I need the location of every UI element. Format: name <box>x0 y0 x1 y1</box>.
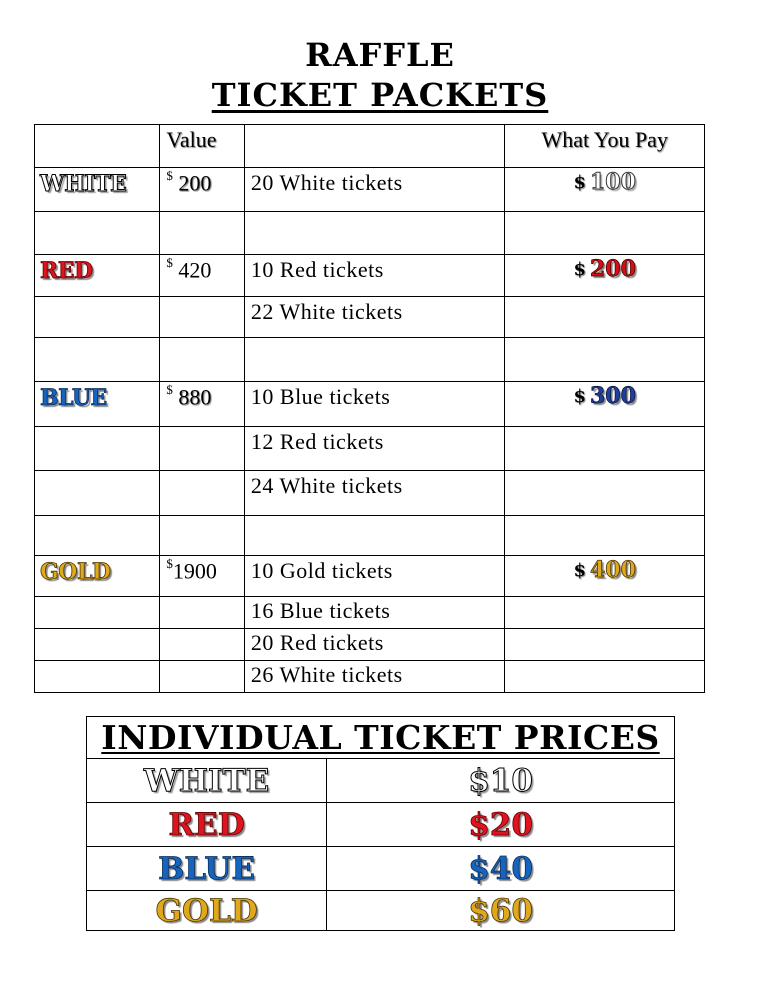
ticket-line: 12 Red tickets <box>244 427 505 471</box>
spacer-row <box>35 212 705 255</box>
pay-amount-red <box>505 255 705 297</box>
prices-title <box>87 717 675 759</box>
packet-name-gold <box>35 556 160 597</box>
empty-cell <box>505 471 705 516</box>
table-row <box>35 597 705 629</box>
prices-header-row <box>87 717 675 759</box>
packet-name-blue-text: BLUE <box>40 385 107 411</box>
currency-symbol: $ <box>166 382 173 397</box>
empty-cell <box>35 471 160 516</box>
price-amount-blue <box>327 847 675 891</box>
empty-cell <box>160 516 245 556</box>
packet-value-white <box>160 168 245 212</box>
packet-name-gold-text: GOLD <box>40 559 111 585</box>
price-color-red <box>87 803 327 847</box>
pay-amount-blue <box>505 382 705 427</box>
empty-cell <box>35 297 160 338</box>
empty-cell <box>160 661 245 693</box>
price-color-text: RED <box>168 806 245 843</box>
ticket-line: 16 Blue tickets <box>244 597 505 629</box>
empty-cell <box>244 338 505 382</box>
empty-cell <box>35 338 160 382</box>
price-amount-text: $20 <box>468 806 533 843</box>
currency-symbol: $ <box>573 172 586 193</box>
value-amount: 200 <box>178 170 212 196</box>
price-color-white <box>87 759 327 803</box>
empty-cell <box>35 597 160 629</box>
table-row <box>35 661 705 693</box>
spacer-row <box>35 516 705 556</box>
empty-cell <box>35 661 160 693</box>
empty-cell <box>505 297 705 338</box>
empty-cell <box>505 212 705 255</box>
currency-symbol: $ <box>573 386 586 407</box>
currency-symbol: $ <box>573 259 586 280</box>
table-row <box>35 629 705 661</box>
ticket-line: 10 Red tickets <box>244 255 505 297</box>
packet-name-white <box>35 168 160 212</box>
packet-name-white-text: WHITE <box>40 171 127 197</box>
ticket-line: 20 White tickets <box>244 168 505 212</box>
packet-value-gold <box>160 556 245 597</box>
price-amount-white <box>327 759 675 803</box>
ticket-line: 10 Gold tickets <box>244 556 505 597</box>
packet-value-blue <box>160 382 245 427</box>
empty-cell <box>35 427 160 471</box>
empty-cell <box>244 212 505 255</box>
price-amount-text: $10 <box>468 762 533 799</box>
empty-cell <box>505 629 705 661</box>
currency-symbol: $ <box>166 168 173 183</box>
table-row <box>35 427 705 471</box>
table-row <box>87 759 675 803</box>
empty-cell <box>160 471 245 516</box>
page-title-line1: RAFFLE <box>305 36 455 74</box>
empty-cell <box>160 629 245 661</box>
empty-cell <box>35 516 160 556</box>
header-cell-what-you-pay: What You Pay <box>505 125 705 168</box>
currency-symbol: $ <box>573 560 586 581</box>
ticket-line: 24 White tickets <box>244 471 505 516</box>
price-color-text: GOLD <box>155 892 258 929</box>
pay-amount-text: 200 <box>590 256 636 282</box>
price-amount-text: $60 <box>468 892 533 929</box>
table-row <box>35 471 705 516</box>
page-title-line2 <box>0 76 760 114</box>
currency-symbol: $ <box>166 556 173 571</box>
header-cell-packet <box>35 125 160 168</box>
price-amount-gold <box>327 891 675 931</box>
table-row <box>87 803 675 847</box>
empty-cell <box>160 338 245 382</box>
value-amount: 1900 <box>172 558 217 584</box>
price-color-text: BLUE <box>158 850 256 887</box>
table-row <box>35 556 705 597</box>
ticket-packets-table <box>34 124 705 693</box>
packet-name-red-text: RED <box>40 258 93 284</box>
pay-amount-white <box>505 168 705 212</box>
empty-cell <box>505 338 705 382</box>
ticket-line: 22 White tickets <box>244 297 505 338</box>
empty-cell <box>35 629 160 661</box>
value-amount: 420 <box>178 257 212 283</box>
value-amount: 880 <box>178 384 212 410</box>
price-color-text: WHITE <box>143 762 270 799</box>
price-color-gold <box>87 891 327 931</box>
ticket-line: 26 White tickets <box>244 661 505 693</box>
table-row <box>87 847 675 891</box>
prices-title-text: INDIVIDUAL TICKET PRICES <box>101 718 660 757</box>
price-color-blue <box>87 847 327 891</box>
pay-amount-text: 300 <box>590 383 636 409</box>
individual-ticket-prices-table <box>86 716 675 931</box>
empty-cell <box>505 661 705 693</box>
pay-amount-text: 400 <box>590 557 636 583</box>
empty-cell <box>505 597 705 629</box>
ticket-line: 20 Red tickets <box>244 629 505 661</box>
empty-cell <box>244 516 505 556</box>
pay-amount-gold <box>505 556 705 597</box>
header-cell-value: Value <box>160 125 245 168</box>
packet-name-blue <box>35 382 160 427</box>
table-row <box>35 297 705 338</box>
empty-cell <box>35 212 160 255</box>
header-cell-contents <box>244 125 505 168</box>
empty-cell <box>160 297 245 338</box>
currency-symbol: $ <box>166 255 173 270</box>
empty-cell <box>505 427 705 471</box>
price-amount-red <box>327 803 675 847</box>
table-row <box>35 255 705 297</box>
spacer-row <box>35 338 705 382</box>
empty-cell <box>160 212 245 255</box>
packet-name-red <box>35 255 160 297</box>
empty-cell <box>160 597 245 629</box>
pay-amount-text: 100 <box>590 169 636 195</box>
empty-cell <box>505 516 705 556</box>
table-header-row <box>35 125 705 168</box>
table-row <box>35 382 705 427</box>
ticket-line: 10 Blue tickets <box>244 382 505 427</box>
packet-value-red <box>160 255 245 297</box>
page-title-line2-text: TICKET PACKETS <box>211 76 549 114</box>
table-row <box>35 168 705 212</box>
table-row <box>87 891 675 931</box>
price-amount-text: $40 <box>468 850 533 887</box>
empty-cell <box>160 427 245 471</box>
